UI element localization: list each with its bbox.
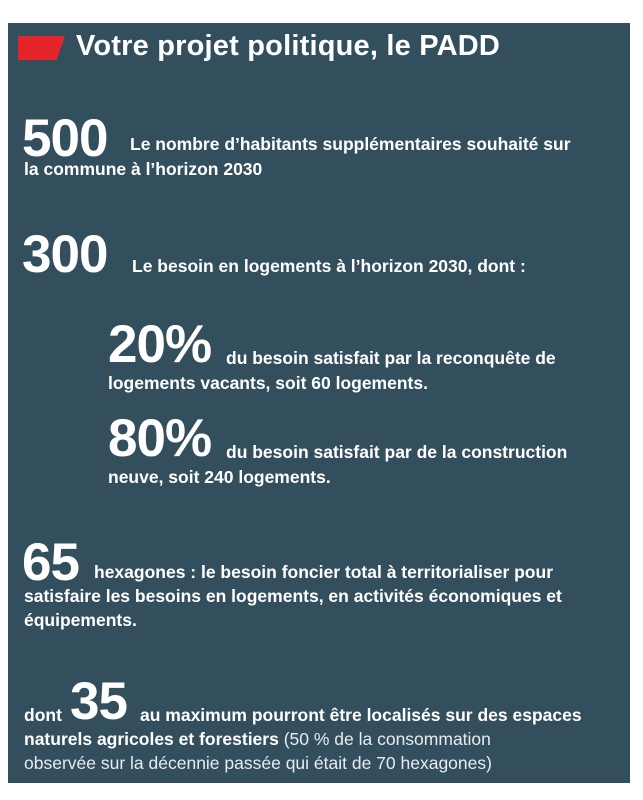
stat-prefix: dont xyxy=(24,705,62,725)
stat-text-line: satisfaire les besoins en logements, en activités économiques et xyxy=(24,586,562,606)
stat-text-light: (50 % de la consommation xyxy=(283,729,491,749)
page-title: Votre projet politique, le PADD xyxy=(76,30,501,62)
stat-number: 500 xyxy=(22,109,108,168)
stat-number: 35 xyxy=(70,672,127,731)
stat-text-line: la commune à l’horizon 2030 xyxy=(24,159,263,179)
stat-text-line xyxy=(24,727,491,751)
stat-text-line: équipements. xyxy=(24,610,137,630)
stat-text-line: hexagones : le besoin foncier total à territorialiser pour xyxy=(94,562,553,582)
stat-text-line: du besoin satisfait par de la construction xyxy=(226,442,568,462)
stat-text-line: Le nombre d’habitants supplémentaires souhaité sur xyxy=(130,134,571,154)
stat-text-line: observée sur la décennie passée qui était de 70 hexagones) xyxy=(24,753,492,773)
stat-text-line: du besoin satisfait par la reconquête de xyxy=(226,348,556,368)
stat-text-line: Le besoin en logements à l’horizon 2030, dont : xyxy=(132,256,526,276)
stat-text-line: logements vacants, soit 60 logements. xyxy=(108,373,428,393)
stat-number: 300 xyxy=(22,225,108,284)
stat-number: 20% xyxy=(108,315,212,374)
stat-number: 65 xyxy=(22,533,79,592)
stat-text-line: neuve, soit 240 logements. xyxy=(108,467,331,487)
stat-text-bold: naturels agricoles et forestiers xyxy=(24,729,279,749)
stat-number: 80% xyxy=(108,409,212,468)
stat-text-line: au maximum pourront être localisés sur des espaces xyxy=(140,705,582,725)
